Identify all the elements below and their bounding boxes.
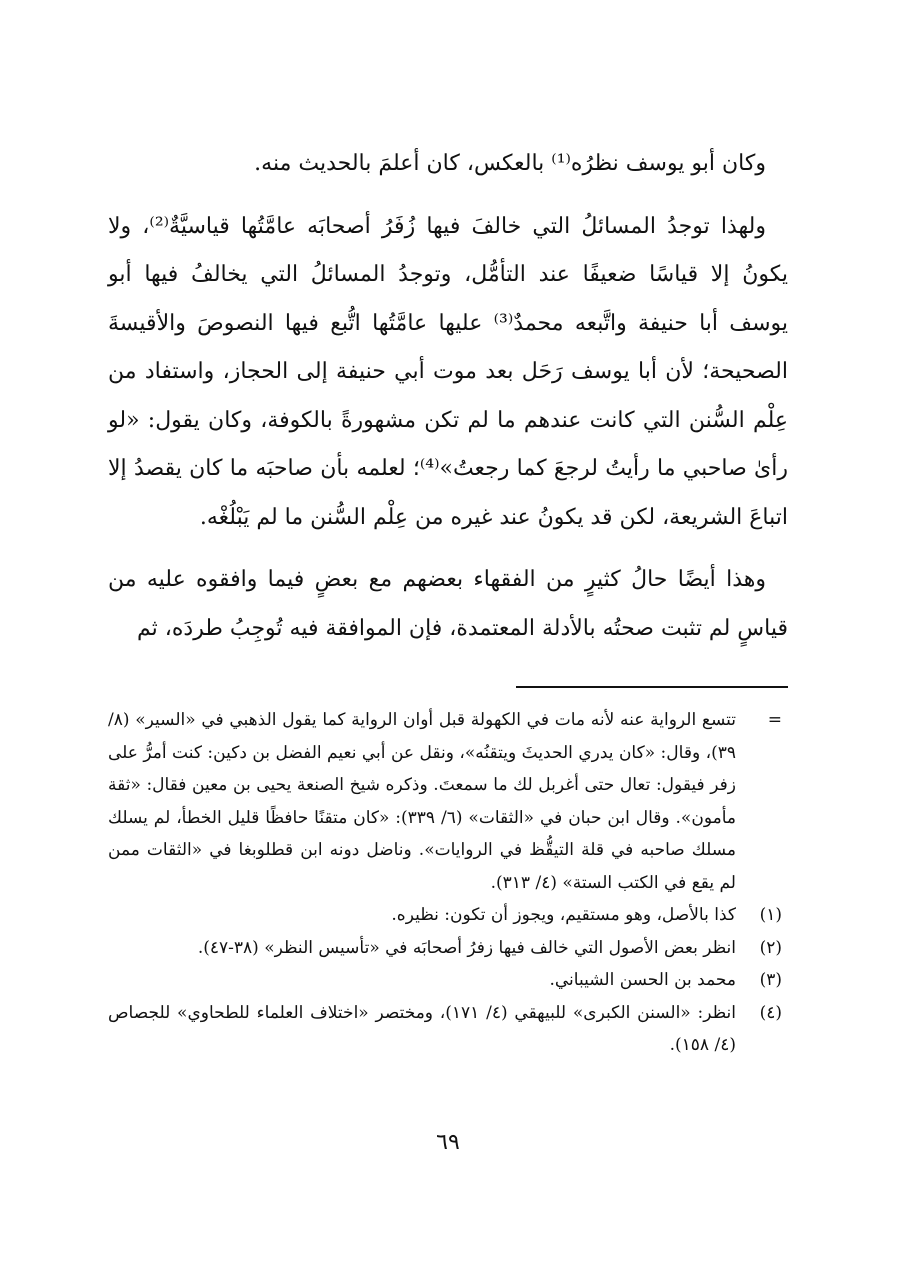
footnote-continuation <box>108 704 788 899</box>
footnote-4 <box>108 997 788 1062</box>
page-number: ٦٩ <box>436 1130 460 1155</box>
footnote-text: انظر: «السنن الكبرى» للبيهقي (٤/ ١٧١)، ومختصر «اختلاف العلماء للطحاوي» للجصاص (٤/ ١٥٨). <box>108 1002 736 1055</box>
footnote-3 <box>108 964 788 997</box>
footnote-mark: (١) <box>759 905 782 925</box>
footnote-2 <box>108 932 788 965</box>
footnote-mark: (٤) <box>759 1002 782 1023</box>
footnote-mark: (٢) <box>759 937 782 958</box>
footnote-1 <box>108 899 788 932</box>
body-paragraph-2: ولهذا توجدُ المسائلُ التي خالفَ فيها زُفَرُ أصحابَه عامَّتُها قياسيَّةٌ⁽²⁾، ولا يكونُ إلا قياسًا ضعيفًا عند التأمُّل، وتوجدُ المسائلُ التي يخالفُ فيها أبو يوسف أبا حنيفة واتَّبعه محمدٌ⁽³⁾ عليها عامَّتُها اتُّبع فيها النصوصَ والأقيسةَ الصحيحة؛ لأن أبا يوسف رَحَل بعد موت أبي حنيفة إلى الحجاز، واستفاد من عِلْم السُّنن التي كانت عندهم ما لم تكن مشهورةً بالكوفة، وكان يقول: «لو رأىٰ صاحبي ما رأيتُ لرجعَ كما رجعتُ»⁽⁴⁾؛ لعلمه بأن صاحبَه ما كان يقصدُ إلا اتباعَ الشريعة، لكن قد يكونُ عند غيره من عِلْم السُّنن ما لم يَبْلُغْه. <box>108 213 789 530</box>
footnote-mark: = <box>767 710 782 730</box>
footnote-text: كذا بالأصل، وهو مستقيم، ويجوز أن تكون: نظيره. <box>391 905 736 925</box>
footnote-text: محمد بن الحسن الشيباني. <box>549 970 736 990</box>
footnote-text: تتسع الرواية عنه لأنه مات في الكهولة قبل أوان الرواية كما يقول الذهبي في «السير» (٨/ ٣٩)، وقال: «كان يدري الحديثَ ويتقنُه»، ونقل عن أبي نعيم الفضل بن دكين: كنت أمرُّ على زفر فيقول: تعال حتى أغربل لك ما سمعتَ. وذكره شيخ الصنعة يحيى بن معين فقال: «ثقة مأمون». وقال ابن حبان في «الثقات» (٦/ ٣٣٩): «كان متقنًا حافظًا قليل الخطأ، لم يسلك مسلك صاحبه في قلة التيقُّظ في الروايات». وناضل دونه ابن قطلوبغا في «الثقات ممن لم يقع في الكتب الستة» (٤/ ٣١٣). <box>108 710 736 893</box>
main-text <box>108 140 788 653</box>
body-paragraph-3: وهذا أيضًا حالُ كثيرٍ من الفقهاء بعضهم مع بعضٍ فيما وافقوه عليه من قياسٍ لم تثبت صحتُه بالأدلة المعتمدة، فإن الموافقة فيه تُوجِبُ طردَه، ثم <box>108 567 788 641</box>
footnote-divider <box>516 686 788 688</box>
footnote-mark: (٣) <box>759 970 782 990</box>
book-page <box>108 140 788 1240</box>
footnotes <box>108 704 788 1062</box>
body-paragraph-1: وكان أبو يوسف نظرُه⁽¹⁾ بالعكس، كان أعلمَ بالحديث منه. <box>254 151 766 176</box>
footnote-text: انظر بعض الأصول التي خالف فيها زفرُ أصحابَه في «تأسيس النظر» (٣٨-٤٧). <box>197 937 736 958</box>
